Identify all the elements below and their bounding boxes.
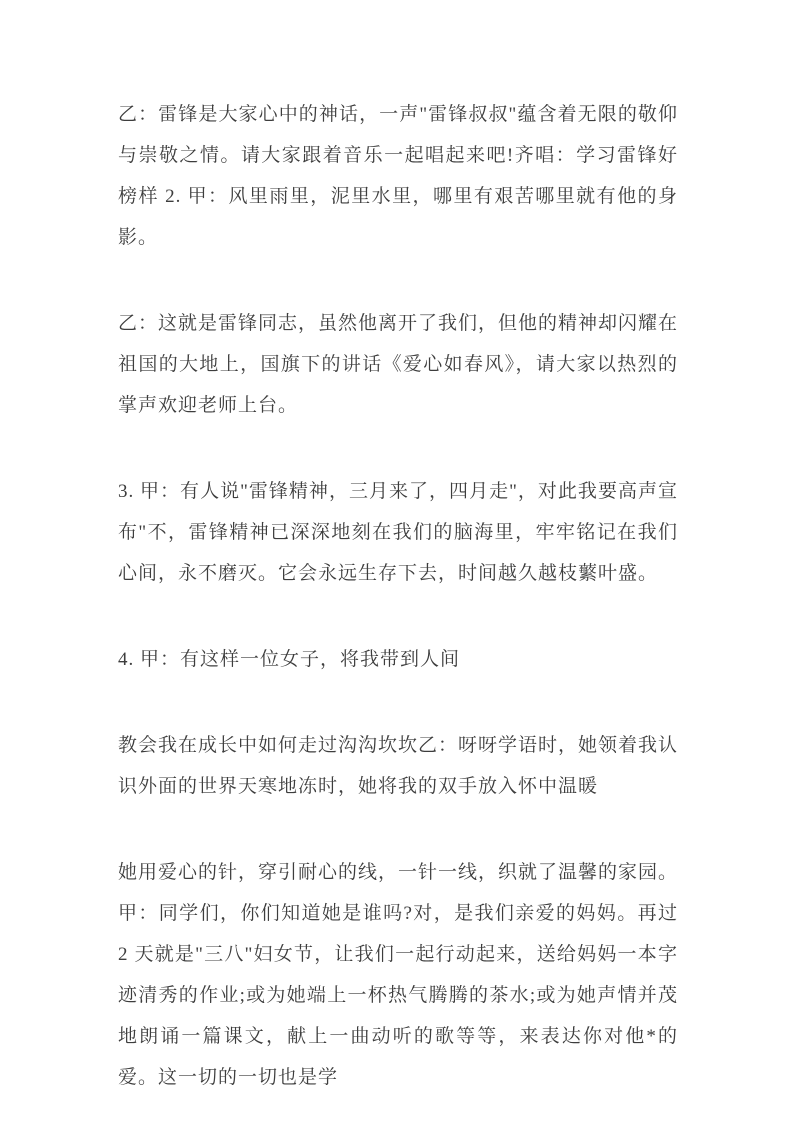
paragraph-3-jia-leifeng-spirit: 3. 甲：有人说"雷锋精神，三月来了，四月走"，对此我要高声宣布"不，雷锋精神已深深地刻在我们的脑海里，牢牢铭记在我们心间，永不磨灭。它会永远生存下去，时间越久越枝蘩叶盛。 bbox=[118, 481, 678, 584]
paragraph-yi-leifeng-myth: 乙：雷锋是大家心中的神话，一声"雷锋叔叔"蕴含着无限的敬仰与崇敬之情。请大家跟着音乐一起唱起来吧!齐唱：学习雷锋好榜样 2. 甲：风里雨里，泥里水里，哪里有艰苦哪里就有他的身影。 bbox=[118, 104, 678, 248]
paragraph-growth: 教会我在成长中如何走过沟沟坎坎乙：呀呀学语时，她领着我认识外面的世界天寒地冻时，她将我的双手放入怀中温暖 bbox=[118, 735, 679, 797]
paragraph-yi-comrade-leifeng: 乙：这就是雷锋同志，虽然他离开了我们，但他的精神却闪耀在祖国的大地上，国旗下的讲话《爱心如春风》，请大家以热烈的掌声欢迎老师上台。 bbox=[118, 313, 679, 416]
document-text-block bbox=[118, 94, 678, 1098]
paragraph-mother-festival: 她用爱心的针，穿引耐心的线，一针一线，织就了温馨的家园。甲：同学们，你们知道她是谁吗?对，是我们亲爱的妈妈。再过 2 天就是"三八"妇女节，让我们一起行动起来，送给妈妈一本字迹清秀的作业;或为她端上一杯热气腾腾的茶水;或为她声情并茂地朗诵一篇课文，献上一曲动听的歌等等，来表达你对他*的爱。这一切的一切也是学 bbox=[118, 862, 679, 1088]
paragraph-4-jia-woman: 4. 甲：有这样一位女子，将我带到人间 bbox=[118, 649, 461, 670]
